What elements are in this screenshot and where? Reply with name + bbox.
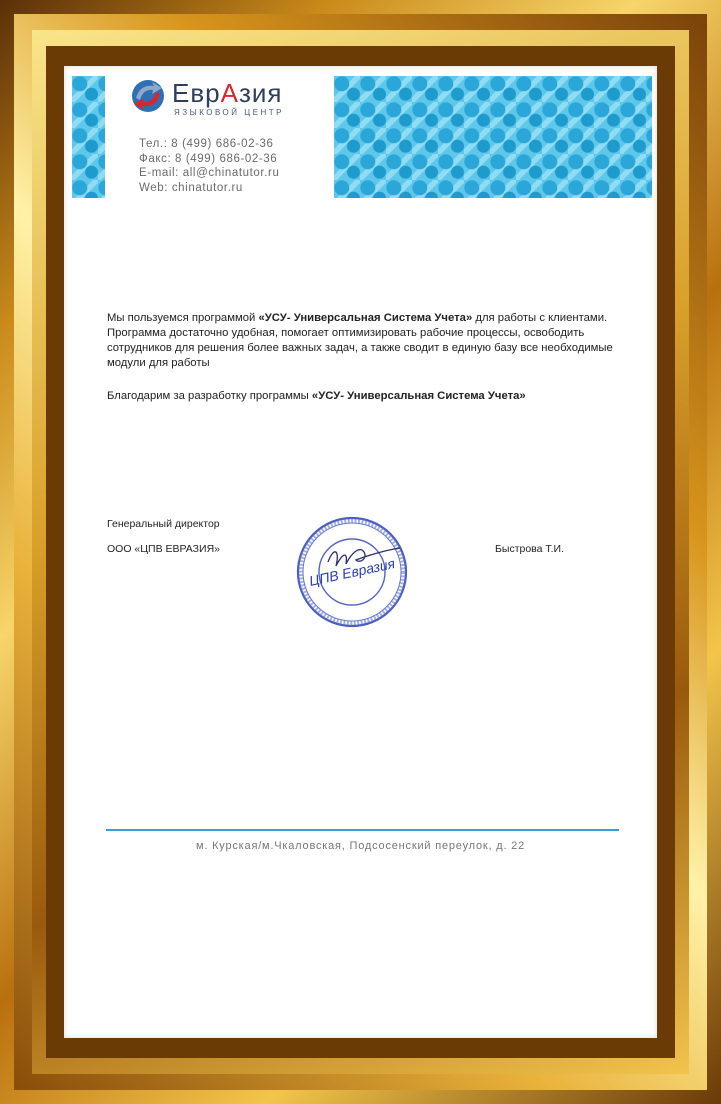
letter-paragraph-1: Мы пользуемся программой «УСУ- Универсальная Система Учета» для работы с клиентами. Программа достаточно удобная, помогает оптимизировать рабочие процессы, освободить сотрудников для решения более важных задач, а также сводит в единую базу все необходимые модули для работы <box>107 312 613 369</box>
contact-block <box>139 137 279 195</box>
company-stamp <box>290 506 420 636</box>
phone-line: Тел.: 8 (499) 686-02-36 <box>139 138 274 150</box>
fax-line: Факс: 8 (499) 686-02-36 <box>139 152 278 165</box>
web-line: Web: chinatutor.ru <box>139 181 243 194</box>
email-line: E-mail: all@chinatutor.ru <box>139 167 280 179</box>
letterhead-pattern-right <box>334 76 652 198</box>
company-logo <box>130 78 330 118</box>
stamp-text: ЦПВ Евразия <box>307 555 397 589</box>
logo-subtitle: ЯЗЫКОВОЙ ЦЕНТР <box>174 108 285 117</box>
signatory-title: Генеральный директор <box>107 518 220 530</box>
footer-address: м. Курская/м.Чкаловская, Подсосенский переулок, д. 22 <box>196 840 525 852</box>
footer-divider <box>106 829 619 831</box>
logo-arrows-icon <box>130 78 166 114</box>
letter-page <box>64 66 657 1038</box>
signatory-name: Быстрова Т.И. <box>495 543 565 555</box>
logo-name: ЕврАзия <box>172 78 283 108</box>
letter-paragraph-2: Благодарим за разработку программы «УСУ- Универсальная Система Учета» <box>107 390 526 402</box>
letterhead-pattern-left <box>72 76 105 198</box>
signatory-organization: ООО «ЦПВ ЕВРАЗИЯ» <box>107 543 220 555</box>
